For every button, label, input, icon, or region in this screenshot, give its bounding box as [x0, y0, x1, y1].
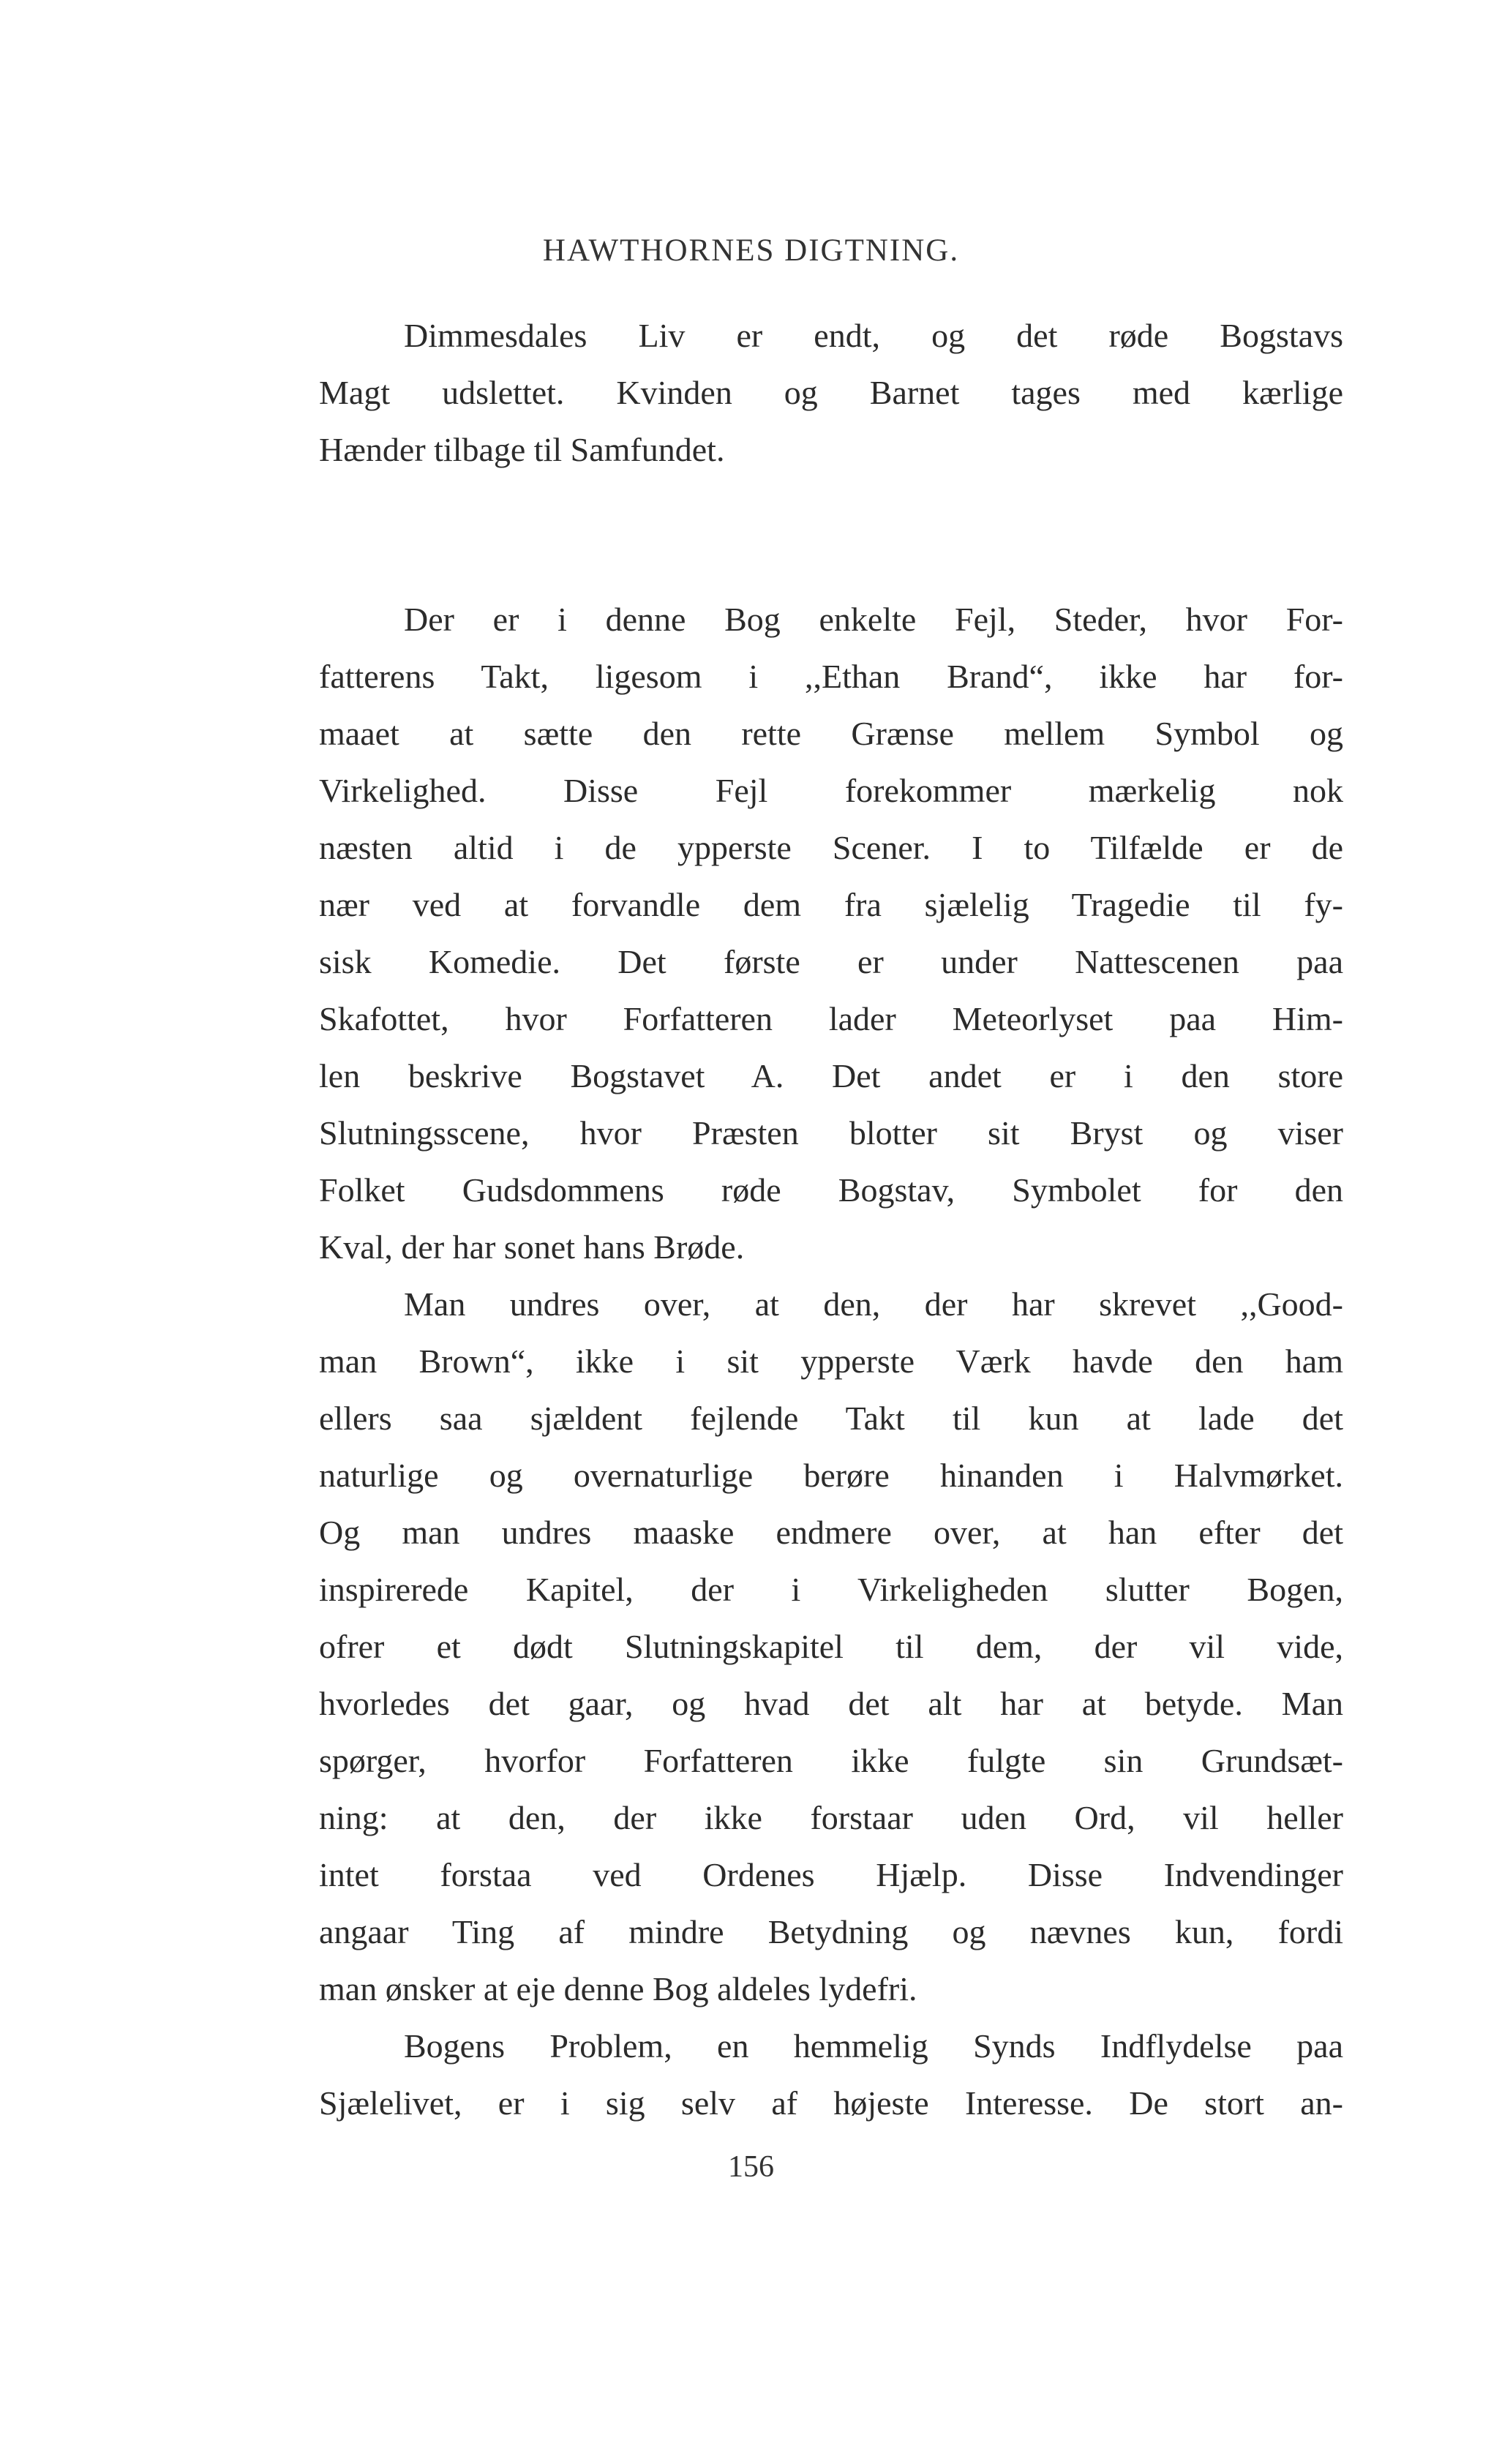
text-line: Hænder tilbage til Samfundet. [319, 431, 725, 468]
text-line: man ønsker at eje denne Bog aldeles lydefri. [319, 1970, 917, 2007]
text-line: Slutningsscene, hvor Præsten blotter sit Bryst og viser [319, 1114, 1343, 1152]
paragraph-critique [319, 591, 1343, 2132]
text-line: Bogens Problem, en hemmelig Synds Indflydelse paa [404, 2027, 1343, 2065]
text-line: len beskrive Bogstavet A. Det andet er i den store [319, 1057, 1343, 1094]
text-line: Skafottet, hvor Forfatteren lader Meteorlyset paa Him- [319, 1000, 1343, 1037]
text-line: Magt udslettet. Kvinden og Barnet tages med kærlige [319, 374, 1343, 411]
text-line: sisk Komedie. Det første er under Nattescenen paa [319, 943, 1343, 980]
text-line: naturlige og overnaturlige berøre hinanden i Halvmørket. [319, 1457, 1343, 1494]
text-line: Dimmesdales Liv er endt, og det røde Bogstavs [404, 317, 1343, 354]
text-line: nær ved at forvandle dem fra sjælelig Tragedie til fy- [319, 886, 1343, 923]
text-line: maaet at sætte den rette Grænse mellem Symbol og [319, 715, 1343, 752]
text-line: Og man undres maaske endmere over, at han efter det [319, 1514, 1343, 1551]
text-line: Folket Gudsdommens røde Bogstav, Symbolet for den [319, 1171, 1343, 1209]
text-line: intet forstaa ved Ordenes Hjælp. Disse Indvendinger [319, 1856, 1343, 1893]
text-line: ning: at den, der ikke forstaar uden Ord, vil heller [319, 1799, 1343, 1836]
text-line: ofrer et dødt Slutningskapitel til dem, der vil vide, [319, 1628, 1343, 1665]
running-head: HAWTHORNES DIGTNING. [542, 233, 960, 268]
text-line: ellers saa sjældent fejlende Takt til kun at lade det [319, 1400, 1343, 1437]
text-line: spørger, hvorfor Forfatteren ikke fulgte sin Grundsæt- [319, 1742, 1343, 1779]
text-line: Sjælelivet, er i sig selv af højeste Interesse. De stort an- [319, 2084, 1343, 2122]
text-line: hvorledes det gaar, og hvad det alt har at betyde. Man [319, 1685, 1343, 1722]
paragraph-conclusion [319, 307, 1343, 478]
text-line: inspirerede Kapitel, der i Virkeligheden slutter Bogen, [319, 1571, 1343, 1608]
text-line: Man undres over, at den, der har skrevet ,,Good- [404, 1285, 1343, 1323]
text-line: næsten altid i de ypperste Scener. I to Tilfælde er de [319, 829, 1343, 866]
text-line: angaar Ting af mindre Betydning og nævnes kun, fordi [319, 1913, 1343, 1950]
text-line: Der er i denne Bog enkelte Fejl, Steder, hvor For- [404, 601, 1343, 638]
text-line: fatterens Takt, ligesom i ,,Ethan Brand“, ikke har for- [319, 658, 1343, 695]
text-line: Virkelighed. Disse Fejl forekommer mærkelig nok [319, 772, 1343, 809]
page-number: 156 [728, 2150, 774, 2184]
text-line: Kval, der har sonet hans Brøde. [319, 1228, 745, 1266]
text-line: man Brown“, ikke i sit ypperste Værk havde den ham [319, 1342, 1343, 1380]
